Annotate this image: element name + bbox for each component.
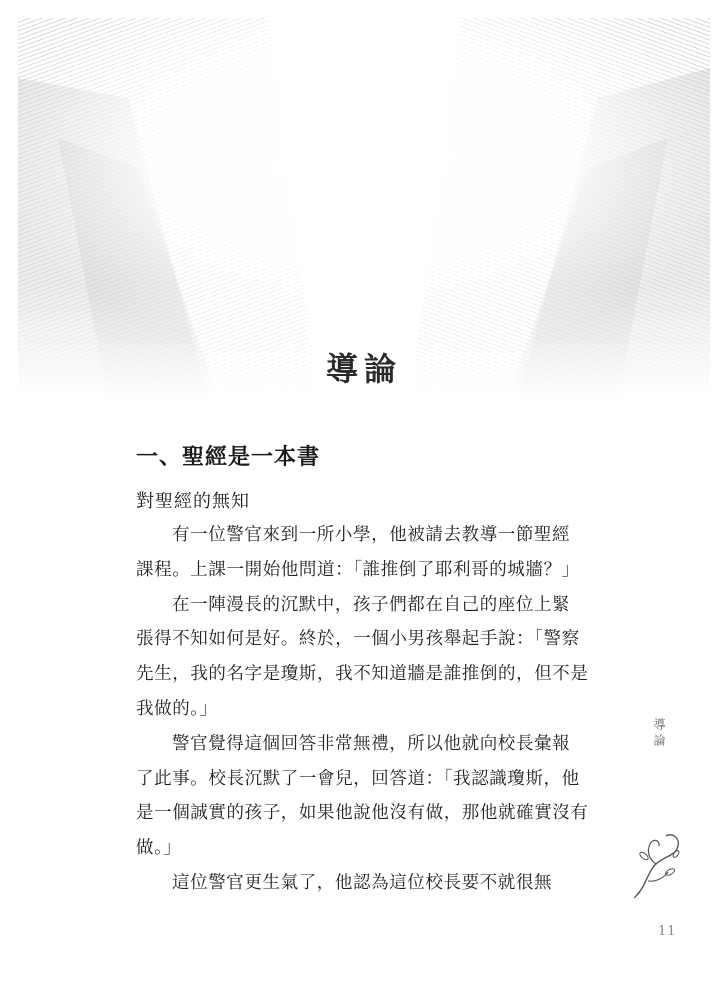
sub-heading: 對聖經的無知 [136, 491, 250, 512]
chapter-title: 導論 [325, 350, 402, 388]
paragraph-line: 我做的。」 [136, 698, 218, 719]
paragraph-line: 了此事。校長沉默了一會兒，回答道：「我認識瓊斯，他 [136, 768, 580, 789]
paragraph-line: 是一個誠實的孩子，如果他說他沒有做，那他就確實沒有 [136, 803, 589, 824]
chapter-header-illustration [18, 18, 710, 398]
paragraph-line: 課程。上課一開始他問道：「誰推倒了耶利哥的城牆？」 [136, 559, 580, 580]
paragraph-line: 這位警官更生氣了，他認為這位校長要不就很無 [172, 872, 553, 893]
floral-ornament-icon [626, 826, 696, 902]
running-header-label: 導論 [652, 718, 666, 750]
paragraph-line: 有一位警官來到一所小學，他被請去教導一節聖經 [172, 525, 571, 545]
page-number: 11 [658, 924, 677, 939]
paragraph-line: 先生，我的名字是瓊斯，我不知道牆是誰推倒的，但不是 [136, 664, 589, 685]
paragraph-line: 警官覺得這個回答非常無禮，所以他就向校長彙報 [172, 733, 571, 754]
paragraph-line: 做。」 [136, 838, 182, 859]
paragraph-line: 在一陣漫長的沉默中，孩子們都在自己的座位上緊 [172, 594, 571, 615]
section-heading: 一、聖經是一本書 [136, 445, 321, 470]
body-text [136, 518, 594, 901]
paragraph-line: 張得不知如何是好。終於，一個小男孩舉起手說：「警察 [136, 629, 580, 650]
